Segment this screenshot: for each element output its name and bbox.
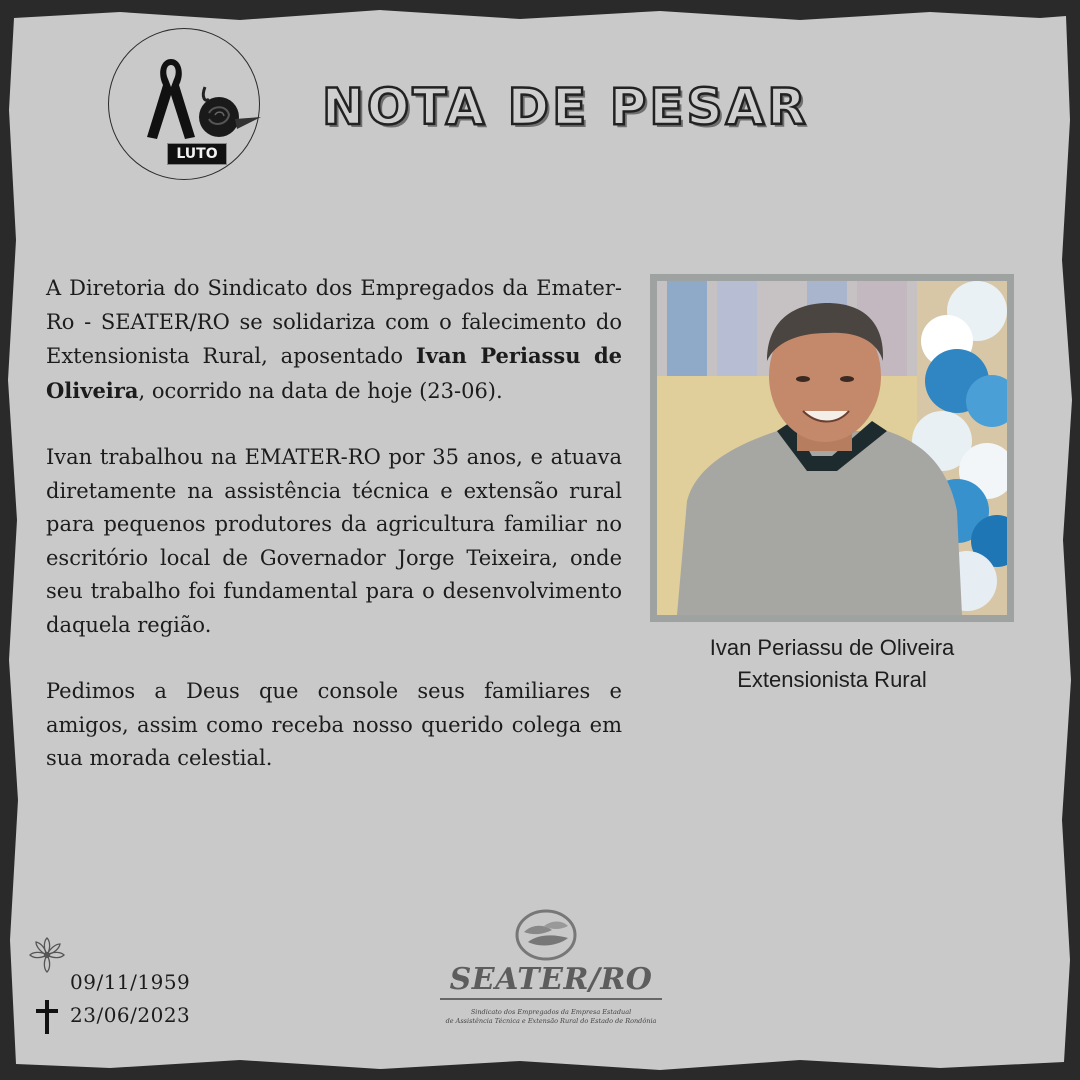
caption-name: Ivan Periassu de Oliveira	[709, 635, 955, 660]
seater-leaf-icon	[514, 908, 578, 962]
page-title-text: NOTA DE PESAR	[322, 78, 809, 136]
paragraph-1-end: , ocorrido na data de hoje (23-06).	[138, 378, 503, 403]
flower-icon	[28, 936, 66, 974]
portrait-frame	[650, 274, 1014, 622]
deceased-name: Ivan Periassu de Oliveira	[46, 343, 623, 403]
portrait-caption	[650, 632, 1014, 696]
paragraph-prayer: Pedimos a Deus que console seus familiares e amigos, assim como receba nosso querido colega em sua morada celestial.	[46, 679, 622, 770]
paragraph-announcement	[46, 272, 622, 408]
seater-logo-name: SEATER/RO	[440, 962, 662, 1000]
death-date: 23/06/2023	[70, 1003, 191, 1027]
seater-subtitle-line-1: Sindicato dos Empregados da Empresa Estadual	[470, 1008, 632, 1016]
paragraph-career: Ivan trabalhou na EMATER-RO por 35 anos, e atuava diretamente na assistência técnica e extensão rural para pequenos produtores da agricultura familiar no escritório local de Governador Jorge Teixeira, onde seu trabalho foi fundamental para o desenvolvimento daquela região.	[46, 445, 622, 637]
luto-logo	[108, 28, 260, 180]
cross-icon	[36, 1000, 58, 1034]
caption-role: Extensionista Rural	[737, 667, 927, 692]
luto-badge: LUTO	[167, 143, 227, 165]
paragraph-1-intro: A Diretoria do Sindicato dos Empregados da Emater-Ro - SEATER/RO se solidariza com o falecimento do Extensionista Rural, aposentado	[46, 276, 622, 368]
seater-subtitle-line-2: de Assistência Técnica e Extensão Rural do Estado de Rondônia	[445, 1017, 657, 1025]
birth-date: 09/11/1959	[70, 970, 191, 994]
page-title	[322, 72, 809, 142]
portrait-photo	[657, 281, 1007, 615]
seater-logo-subtitle	[430, 1008, 672, 1026]
condolence-text	[46, 272, 622, 809]
